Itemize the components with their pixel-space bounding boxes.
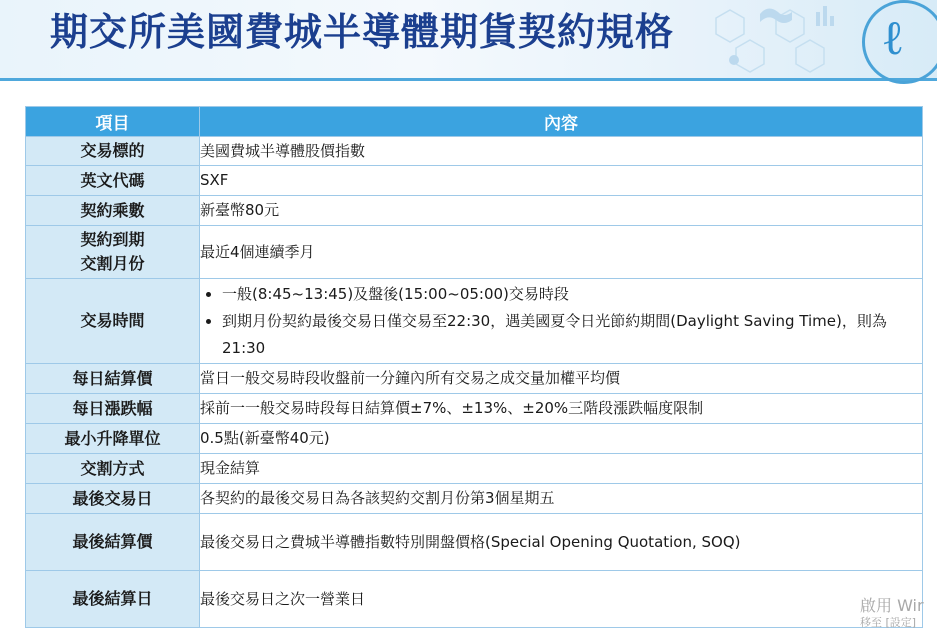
spec-table [25,106,923,628]
table-row [26,454,923,484]
bullet-list [200,281,922,362]
bullet-item: • 一般(8:45~13:45)及盤後(15:00~05:00)交易時段 [222,281,922,308]
table-header-row [26,107,923,137]
row-label [26,279,200,364]
row-label-line: 最後結算日 [72,589,153,608]
watermark-line1: 啟用 Wir [860,596,924,615]
row-content: 最後交易日之費城半導體指數特別開盤價格(Special Opening Quotation, SOQ) [200,514,923,571]
row-label [26,484,200,514]
row-label-line: 交割方式 [80,458,145,478]
row-label-line: 契約到期 [80,230,145,249]
row-content: 最後交易日之次一營業日 [200,571,923,628]
row-label [26,226,200,279]
row-label-line: 契約乘數 [80,200,145,220]
table-row [26,226,923,279]
activation-watermark [860,596,924,630]
table-row [26,424,923,454]
table-row [26,514,923,571]
row-label-line: 最小升降單位 [64,428,161,448]
row-content: 新臺幣80元 [200,196,923,226]
row-label-line: 交易標的 [80,141,145,160]
row-label-line: 交易時間 [80,311,145,330]
row-label [26,166,200,196]
page-title: 期交所美國費城半導體期貨契約規格 [50,10,675,54]
table-row [26,196,923,226]
table-row [26,484,923,514]
table-row [26,166,923,196]
row-content: 最近4個連續季月 [200,226,923,279]
table-row [26,137,923,166]
row-label-line: 最後交易日 [72,488,153,508]
row-label [26,137,200,166]
watermark-line2: 移至 [設定] [860,616,917,629]
row-content: 各契約的最後交易日為各該契約交割月份第3個星期五 [200,484,923,514]
table-row [26,571,923,628]
row-content: 現金結算 [200,454,923,484]
row-label [26,364,200,394]
column-header-item: 項目 [26,107,200,137]
row-label-line: 每日漲跌幅 [72,398,153,418]
row-label-line: 交割月份 [80,254,145,273]
row-content: 採前一一般交易時段每日結算價±7%、±13%、±20%三階段漲跌幅度限制 [200,394,923,424]
row-label [26,571,200,628]
bullet-item: • 到期月份契約最後交易日僅交易至22:30，遇美國夏令日光節約期間(Daylight Saving Time)，則為21:30 [222,308,922,362]
row-content: 當日一般交易時段收盤前一分鐘內所有交易之成交量加權平均價 [200,364,923,394]
row-label [26,424,200,454]
row-label-line: 英文代碼 [80,170,145,190]
row-label [26,196,200,226]
row-label [26,394,200,424]
table-row [26,364,923,394]
row-content: 美國費城半導體股價指數 [200,137,923,166]
logo-icon: ℓ [884,10,902,66]
fintech-decoration-icon [690,0,865,80]
row-content: 0.5點(新臺幣40元) [200,424,923,454]
row-label [26,454,200,484]
table-row [26,279,923,364]
column-header-content: 內容 [200,107,923,137]
table-row [26,394,923,424]
row-label-line: 每日結算價 [72,368,153,388]
row-content: SXF [200,166,923,196]
row-label-line: 最後結算價 [72,532,153,551]
row-label [26,514,200,571]
row-content [200,279,923,364]
